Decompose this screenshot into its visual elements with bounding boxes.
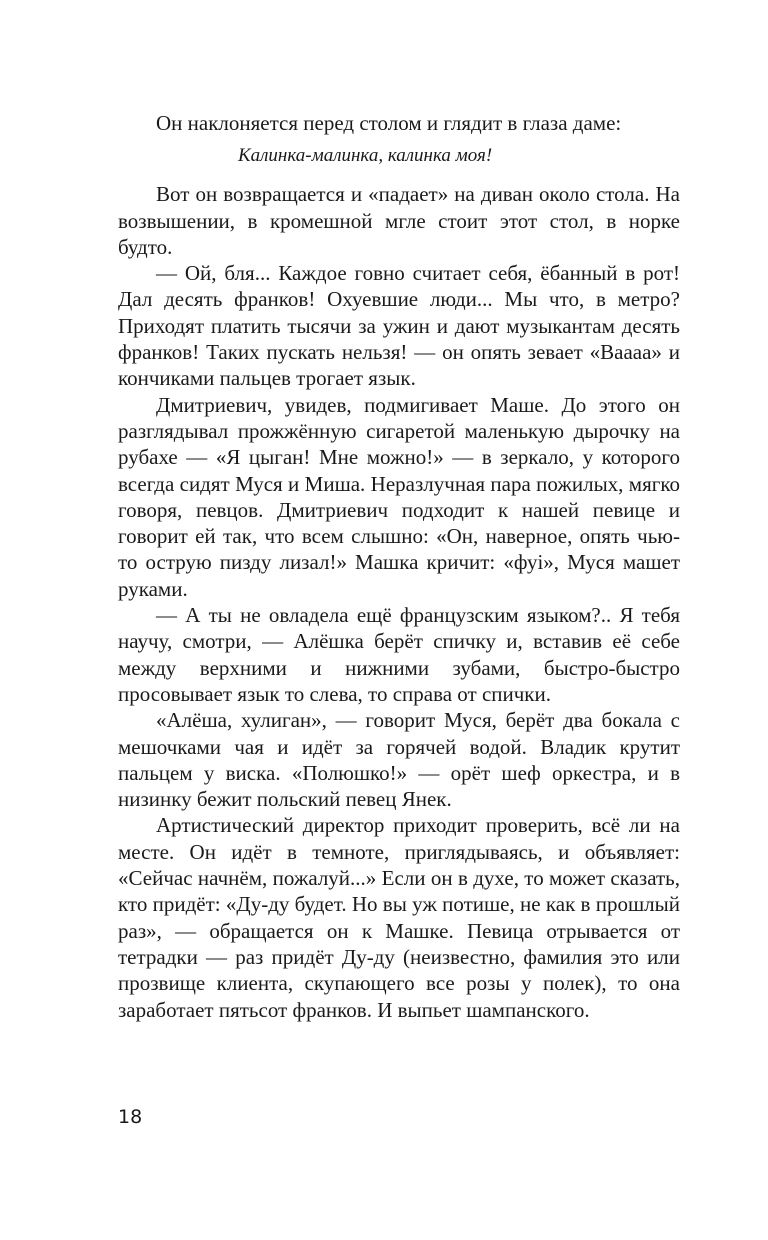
paragraph-1: Он наклоняется перед столом и глядит в глаза даме: bbox=[156, 111, 622, 135]
paragraph-5: — А ты не овладела ещё французским языком?.. Я тебя научу, смотри, — Алёшка берёт спичку и, вставив её себе между верхними и нижними зубами, быстро-быстро просовывает язык то слева, то справа от спички. bbox=[118, 603, 680, 706]
paragraph-7: Артистический директор приходит проверить, всё ли на месте. Он идёт в темноте, приглядываясь, и объявляет: «Сейчас начнём, пожалуй...» Если он в духе, то может сказать, кто придёт: «Ду-ду будет. Но вы уж потише, не как в прошлый раз», — обращается он к Машке. Певица отрывается от тетрадки — раз придёт Ду-ду (неизвестно, фамилия это или прозвище клиента, скупающего все розы у полек), то она заработает пятьсот франков. И выпьет шампанского. bbox=[118, 813, 680, 1022]
paragraph-3: — Ой, бля... Каждое говно считает себя, ёбанный в рот! Дал десять франков! Охуевшие люди... Мы что, в метро? Приходят платить тысячи за ужин и дают музыкантам десять франков! Таких пускать нельзя! — он опять зевает «Ваааа» и кончиками пальцев трогает язык. bbox=[118, 261, 680, 391]
paragraph-2: Вот он возвращается и «падает» на диван около стола. На возвышении, в кромешной мгле стоит этот стол, в норке будто. bbox=[118, 182, 680, 259]
paragraph-4: Дмитриевич, увидев, подмигивает Маше. До этого он разглядывал прожжённую сигаретой маленькую дырочку на рубахе — «Я цыган! Мне можно!» — в зеркало, у которого всегда сидят Муся и Миша. Неразлучная пара пожилых, мягко говоря, певцов. Дмитриевич подходит к нашей певице и говорит ей так, что всем слышно: «Он, наверное, опять чью-то острую пизду лизал!» Машка кричит: «фуi», Муся машет руками. bbox=[118, 392, 680, 601]
song-line: Калинка-малинка, калинка моя! bbox=[238, 145, 493, 167]
page-number: 18 bbox=[118, 1106, 143, 1128]
page-body bbox=[118, 110, 680, 1023]
paragraph-6: «Алёша, хулиган», — говорит Муся, берёт два бокала с мешочками чая и идёт за горячей водой. Владик крутит пальцем у виска. «Полюшко!» — орёт шеф оркестра, и в низинку бежит польский певец Янек. bbox=[118, 708, 680, 812]
